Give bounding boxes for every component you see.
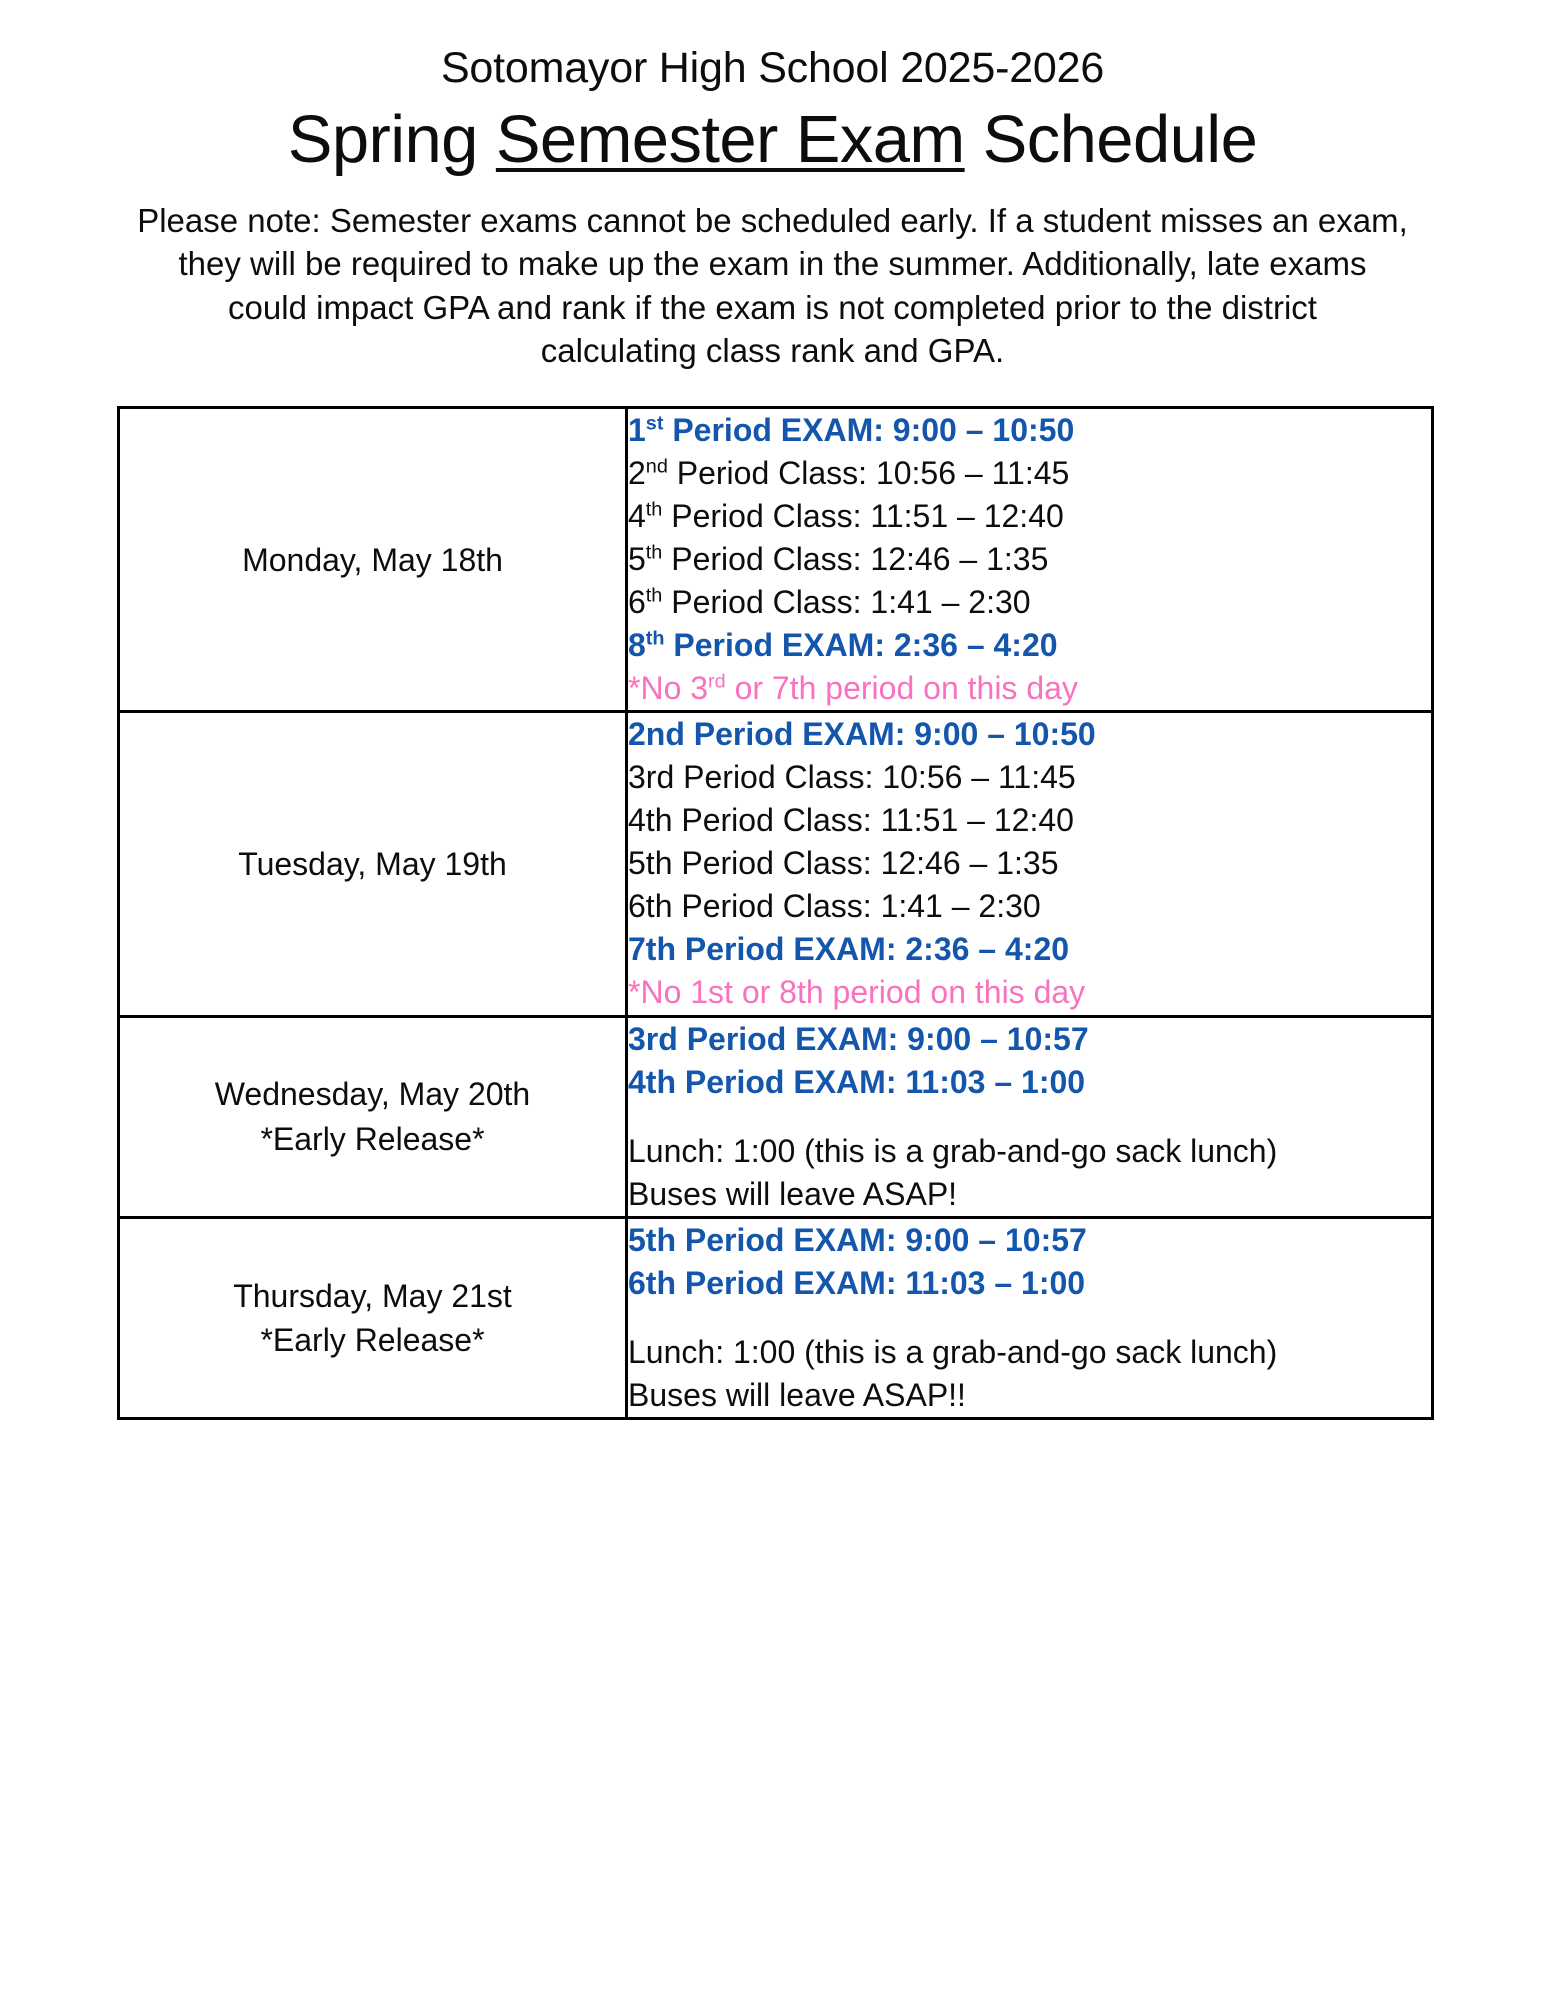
class-line (628, 756, 1431, 799)
line-prefix: 1 (628, 412, 646, 449)
line-text: Period EXAM: 9:00 – 10:50 (663, 412, 1075, 449)
schedule-detail-cell (627, 408, 1433, 712)
table-row (119, 1217, 1433, 1418)
line-text: Period Class: 10:56 – 11:45 (667, 455, 1070, 492)
class-line (628, 581, 1431, 624)
line-text: Buses will leave ASAP!! (628, 1376, 966, 1413)
class-line (628, 1331, 1431, 1374)
line-text: 5th Period Class: 12:46 – 1:35 (628, 845, 1059, 882)
day-cell (119, 712, 627, 1016)
day-cell (119, 1217, 627, 1418)
line-prefix: 2 (628, 455, 646, 492)
ordinal-suffix: th (645, 498, 663, 521)
schedule-detail-cell (627, 712, 1433, 1016)
ordinal-suffix: st (645, 412, 664, 435)
line-text: 4th Period EXAM: 11:03 – 1:00 (628, 1063, 1086, 1100)
line-text: or 7th period on this day (725, 670, 1078, 707)
ordinal-suffix: th (645, 584, 663, 607)
exam-line (628, 1219, 1431, 1262)
day-sublabel: *Early Release* (260, 1120, 485, 1157)
day-label: Tuesday, May 19th (238, 845, 507, 882)
day-sublabel: *Early Release* (260, 1321, 485, 1358)
class-line (628, 495, 1431, 538)
day-label: Wednesday, May 20th (214, 1076, 531, 1113)
day-label: Thursday, May 21st (233, 1277, 512, 1314)
line-text: 3rd Period Class: 10:56 – 11:45 (628, 759, 1076, 796)
line-prefix: 6 (628, 584, 646, 621)
class-line (628, 1374, 1431, 1417)
class-line (628, 799, 1431, 842)
line-text: 3rd Period EXAM: 9:00 – 10:57 (628, 1020, 1089, 1057)
note-line: calculating class rank and GPA. (540, 331, 1005, 369)
exam-line (628, 1262, 1431, 1305)
line-text: Period EXAM: 2:36 – 4:20 (664, 627, 1058, 664)
day-cell (119, 1016, 627, 1217)
line-text: Period Class: 11:51 – 12:40 (662, 498, 1064, 535)
line-text: 6th Period EXAM: 11:03 – 1:00 (628, 1264, 1086, 1301)
line-text: 2nd Period EXAM: 9:00 – 10:50 (628, 716, 1096, 753)
exam-line (628, 624, 1431, 667)
line-text: 7th Period EXAM: 2:36 – 4:20 (628, 931, 1070, 968)
class-line (628, 885, 1431, 928)
note-line: could impact GPA and rank if the exam is not completed prior to the district (228, 288, 1317, 326)
line-text: Period Class: 1:41 – 2:30 (662, 584, 1031, 621)
ordinal-suffix: th (645, 541, 663, 564)
note-line: Please note: Semester exams cannot be scheduled early. If a student misses an exam, (137, 202, 1408, 240)
class-line (628, 842, 1431, 885)
schedule-table-body (119, 408, 1433, 1419)
note-line (628, 971, 1431, 1014)
exam-schedule-table (117, 406, 1434, 1420)
title-segment-underlined: Semester Exam (495, 102, 965, 178)
note-line: they will be required to make up the exam in the summer. Additionally, late exams (178, 245, 1367, 283)
exam-line (628, 1061, 1431, 1104)
exam-line (628, 409, 1431, 452)
line-prefix: 4 (628, 498, 646, 535)
table-row (119, 1016, 1433, 1217)
title-segment-before: Spring (287, 102, 496, 178)
line-text: Period Class: 12:46 – 1:35 (662, 541, 1049, 578)
exam-line (628, 1018, 1431, 1061)
line-text: Lunch: 1:00 (this is a grab-and-go sack lunch) (628, 1132, 1278, 1169)
line-text: 5th Period EXAM: 9:00 – 10:57 (628, 1221, 1087, 1258)
line-text: Lunch: 1:00 (this is a grab-and-go sack lunch) (628, 1333, 1278, 1370)
table-row (119, 408, 1433, 712)
class-line (628, 452, 1431, 495)
schedule-line-spacer (628, 1104, 1431, 1130)
schedule-detail-cell (627, 1217, 1433, 1418)
schedule-detail-cell (627, 1016, 1433, 1217)
note-line (628, 667, 1431, 710)
schedule-line-spacer (628, 1305, 1431, 1331)
exam-line (628, 713, 1431, 756)
title-segment-after: Schedule (964, 102, 1258, 178)
day-label: Monday, May 18th (242, 541, 503, 578)
ordinal-suffix: nd (645, 455, 668, 478)
disclaimer-note (53, 177, 1493, 372)
ordinal-suffix: rd (708, 670, 726, 693)
schedule-table-wrapper (117, 372, 1428, 1420)
line-text: *No 1st or 8th period on this day (628, 974, 1086, 1011)
class-line (628, 1130, 1431, 1173)
line-text: 6th Period Class: 1:41 – 2:30 (628, 888, 1041, 925)
line-prefix: *No 3 (628, 670, 709, 707)
school-name-line: Sotomayor High School 2025-2026 (440, 44, 1105, 92)
page-title (0, 92, 1545, 177)
class-line (628, 1173, 1431, 1216)
line-text: Buses will leave ASAP! (628, 1175, 958, 1212)
line-prefix: 5 (628, 541, 646, 578)
class-line (628, 538, 1431, 581)
line-prefix: 8 (628, 627, 646, 664)
line-text: 4th Period Class: 11:51 – 12:40 (628, 802, 1074, 839)
table-row (119, 712, 1433, 1016)
day-cell (119, 408, 627, 712)
exam-line (628, 928, 1431, 971)
ordinal-suffix: th (645, 627, 665, 650)
